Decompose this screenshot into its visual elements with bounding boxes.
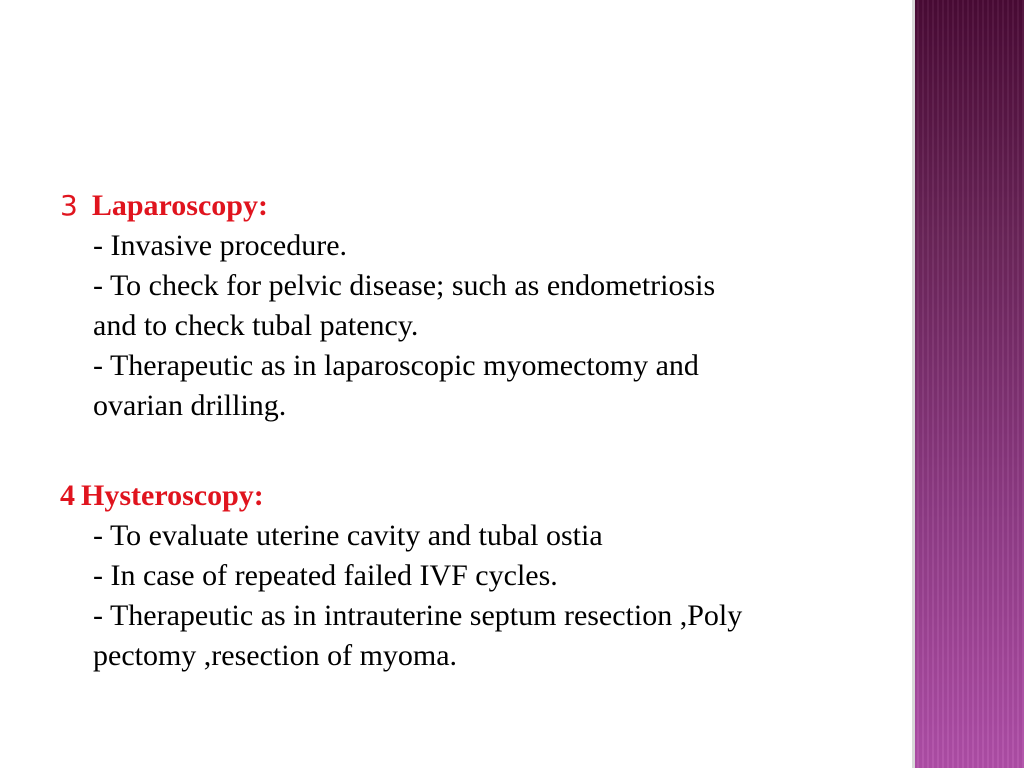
section-number: 4 [60,479,75,512]
body-line: pectomy ,resection of myoma. [93,639,458,672]
body-line: and to check tubal patency. [93,309,419,342]
section-number: 3 [60,189,78,222]
slide-body [60,186,900,676]
body-line: - Therapeutic as in laparoscopic myomectomy and [93,349,699,382]
body-line: - To evaluate uterine cavity and tubal ostia [93,519,603,552]
body-line: - In case of repeated failed IVF cycles. [93,559,558,592]
side-band-edge [912,0,915,768]
body-line: - Invasive procedure. [93,229,348,262]
section-hysteroscopy [60,476,900,676]
section-spacer [60,426,900,476]
body-line: - Therapeutic as in intrauterine septum resection ,Poly [93,599,743,632]
section-title: Hysteroscopy: [81,479,264,512]
section-heading-hysteroscopy [60,476,900,516]
section-title: Laparoscopy: [91,189,268,222]
decorative-side-band [912,0,1024,768]
body-line: ovarian drilling. [93,389,287,422]
section-laparoscopy [60,186,900,426]
section-heading-laparoscopy [60,186,900,226]
body-line: - To check for pelvic disease; such as endometriosis [93,269,716,302]
